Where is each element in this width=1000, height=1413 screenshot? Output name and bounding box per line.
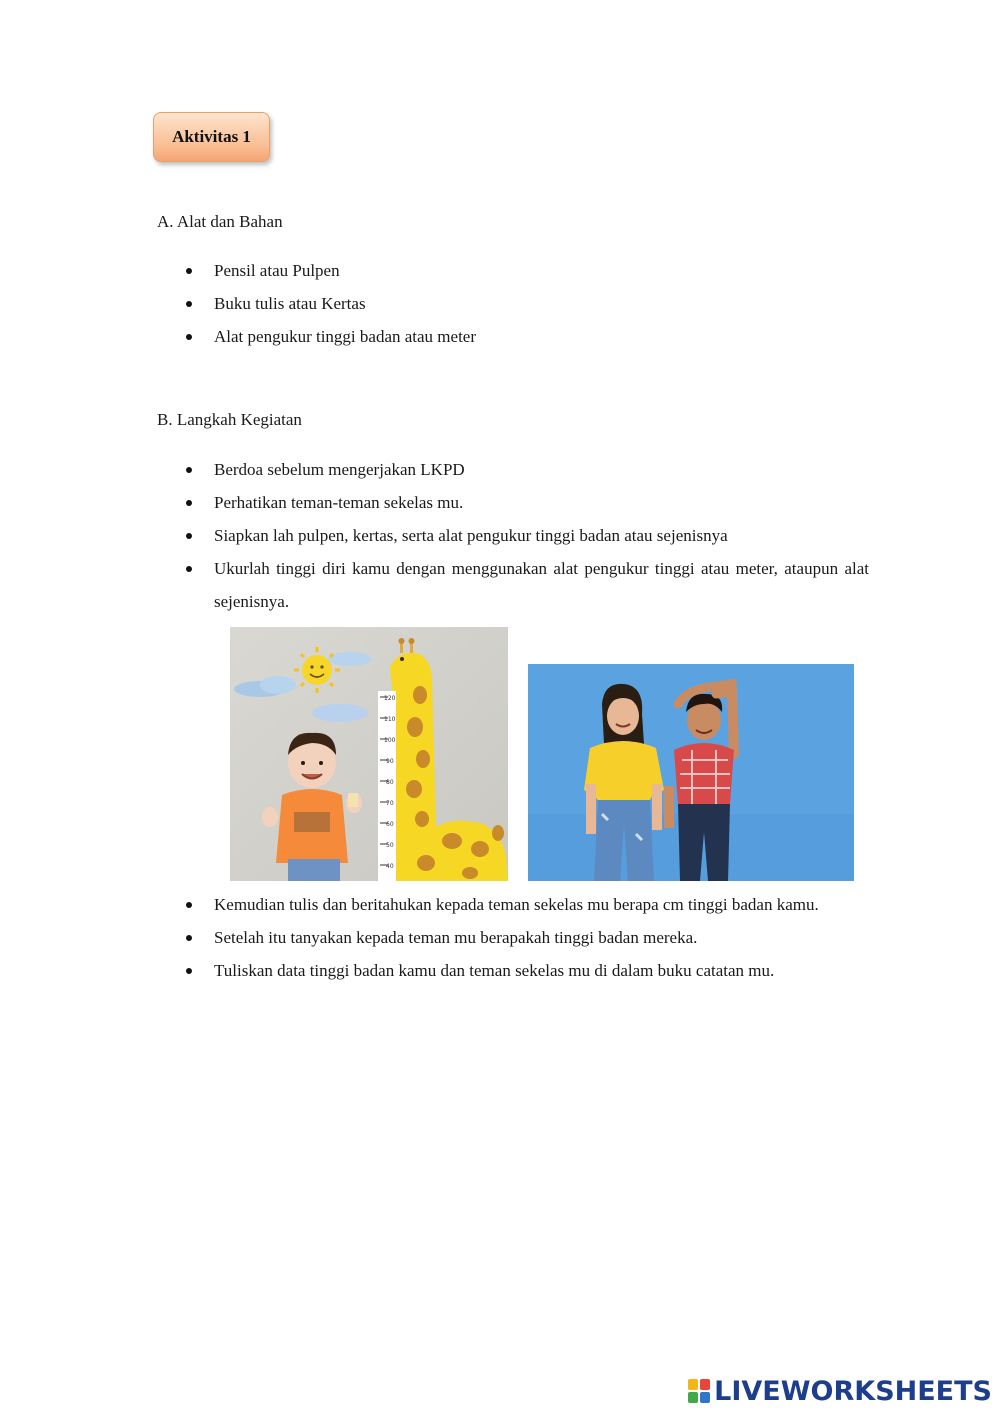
steps-list (0, 453, 869, 618)
giraffe-height-chart-photo (230, 627, 508, 881)
liveworksheets-logo-icon (688, 1379, 710, 1403)
list-item: Setelah itu tanyakan kepada teman mu berapakah tinggi badan mereka. (0, 921, 869, 954)
activity-badge: Aktivitas 1 (153, 112, 270, 162)
tick-label: 60 (386, 821, 394, 828)
tick-label: 40 (386, 863, 394, 870)
materials-list (0, 254, 869, 353)
brand-name: LIVEWORKSHEETS (714, 1375, 992, 1407)
bullet-icon (186, 268, 192, 274)
liveworksheets-logo[interactable] (688, 1373, 992, 1409)
bullet-icon (186, 935, 192, 941)
section-a-heading: A. Alat dan Bahan (157, 212, 283, 231)
children-measuring-photo (528, 664, 854, 881)
list-item: Siapkan lah pulpen, kertas, serta alat pengukur tinggi badan atau sejenisnya (0, 519, 869, 552)
tick-label: 80 (386, 779, 394, 786)
giraffe-illustration (230, 627, 508, 881)
list-item: Pensil atau Pulpen (0, 254, 869, 287)
tick-label: 70 (386, 800, 394, 807)
bullet-icon (186, 902, 192, 908)
section-b-heading: B. Langkah Kegiatan (157, 410, 302, 429)
tick-label: 110 (384, 716, 396, 723)
bullet-icon (186, 500, 192, 506)
list-item: Tuliskan data tinggi badan kamu dan teman sekelas mu di dalam buku catatan mu. (0, 954, 869, 987)
tick-label: 90 (386, 758, 394, 765)
children-illustration (528, 664, 854, 881)
bullet-icon (186, 533, 192, 539)
list-item: Berdoa sebelum mengerjakan LKPD (0, 453, 869, 486)
bullet-icon (186, 301, 192, 307)
list-item: Alat pengukur tinggi badan atau meter (0, 320, 869, 353)
bullet-icon (186, 467, 192, 473)
list-item: Buku tulis atau Kertas (0, 287, 869, 320)
tick-label: 120 (384, 695, 396, 702)
list-item: Ukurlah tinggi diri kamu dengan menggunakan alat pengukur tinggi atau meter, ataupun alat sejenisnya. (0, 552, 869, 618)
tick-label: 50 (386, 842, 394, 849)
bullet-icon (186, 334, 192, 340)
steps-list-continued (0, 888, 869, 987)
bullet-icon (186, 968, 192, 974)
bullet-icon (186, 566, 192, 572)
tick-label: 100 (384, 737, 396, 744)
list-item: Kemudian tulis dan beritahukan kepada teman sekelas mu berapa cm tinggi badan kamu. (0, 888, 869, 921)
list-item: Perhatikan teman-teman sekelas mu. (0, 486, 869, 519)
